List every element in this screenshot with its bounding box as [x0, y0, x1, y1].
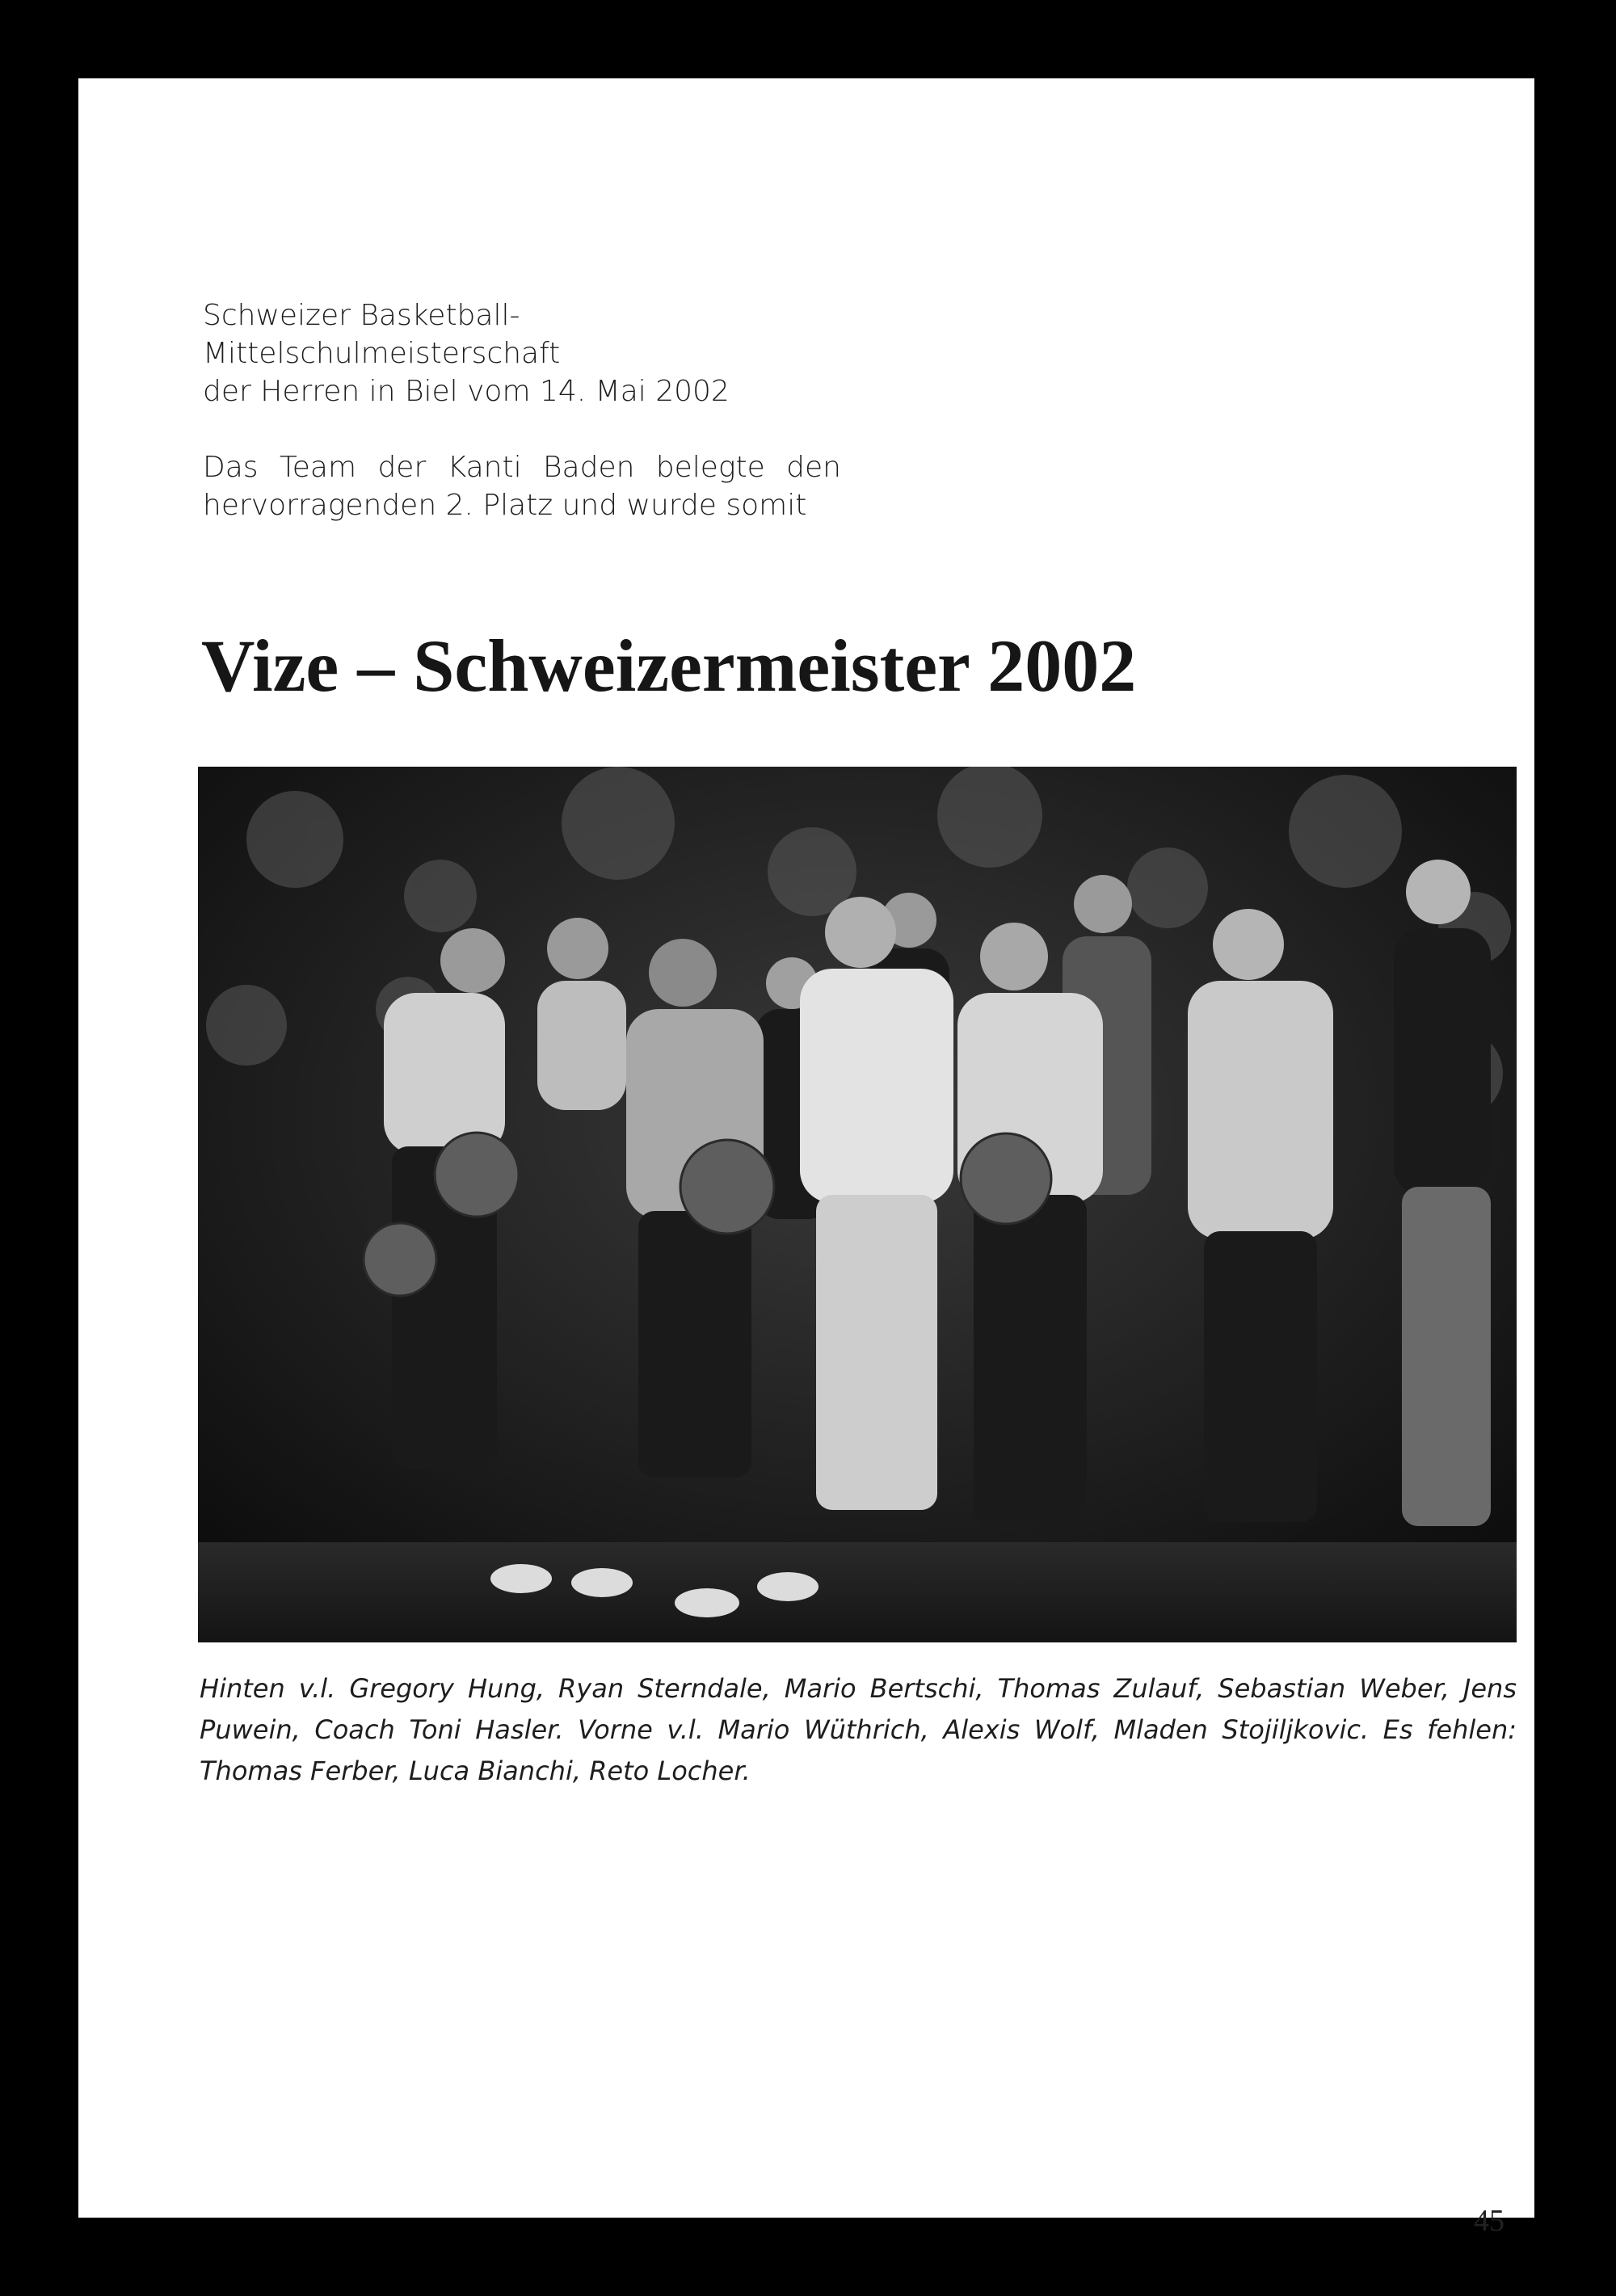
page-number: 45 — [1474, 2204, 1504, 2238]
intro-line-1: Schweizer Basketball-Mittelschulmeisterschaft — [203, 299, 561, 370]
page-title: Vize – Schweizermeister 2002 — [201, 624, 1137, 707]
intro-text — [203, 296, 841, 524]
team-photo — [198, 767, 1517, 1642]
intro-paragraph-1 — [203, 296, 841, 410]
page — [78, 78, 1534, 2238]
intro-paragraph-2: Das Team der Kanti Baden belegte den hervorragenden 2. Platz und wurde somit — [203, 451, 841, 522]
photo-caption: Hinten v.l. Gregory Hung, Ryan Sterndale, Mario Bertschi, Thomas Zulauf, Sebastian Weber, Jens Puwein, Coach Toni Hasler. Vorne v.l. Mario Wüthrich, Alexis Wolf, Mladen Stojiljkovic. Es fehlen: Thomas Ferber, Luca Bianchi, Reto Locher. — [200, 1673, 1517, 1786]
team-photo-image — [198, 767, 1517, 1642]
intro-line-2: der Herren in Biel vom 14. Mai 2002 — [203, 375, 730, 408]
